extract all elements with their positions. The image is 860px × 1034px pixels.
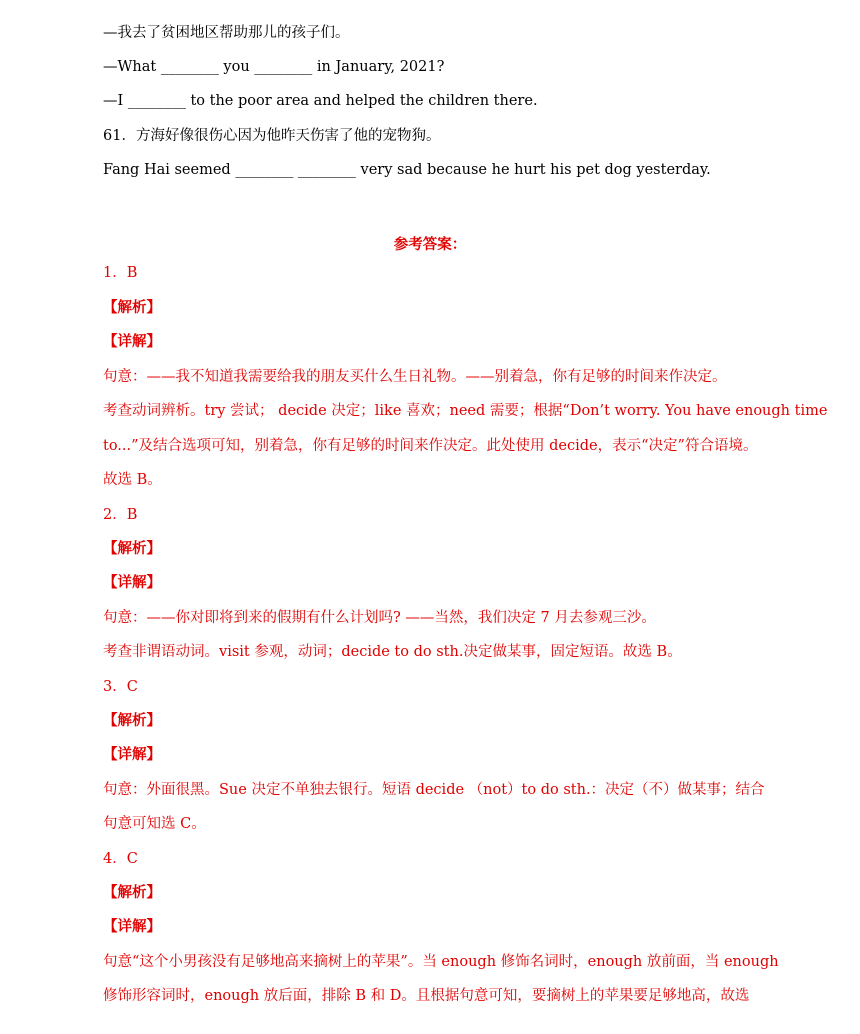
answer-1-analysis-label: 【解析】 [103,299,161,316]
answer-1-line: to...”及结合选项可知，别着急，你有足够的时间来作决定。此处使用 decide，表示“决定”符合语境。 [103,438,758,454]
answer-2-line: 考查非谓语动词。visit 参观，动词；decide to do sth.决定做某事，固定短语。故选 B。 [103,644,682,660]
question-60-en-line1: —What ________ you ________ in January, 2021? [103,59,445,75]
answer-1-line: 句意：——我不知道我需要给我的朋友买什么生日礼物。——别着急，你有足够的时间来作决定。 [103,369,727,385]
answer-3-detail-label: 【详解】 [103,746,161,763]
question-60-en-line2: —I ________ to the poor area and helped the children there. [103,93,538,109]
answer-2-analysis-label: 【解析】 [103,540,161,557]
answer-1-number: 1．B [103,265,138,281]
question-60-cn-reply: —我去了贫困地区帮助那儿的孩子们。 [103,25,350,41]
answer-3-analysis-label: 【解析】 [103,712,161,729]
answer-2-number: 2．B [103,507,138,523]
answer-2-detail-label: 【详解】 [103,574,161,591]
answer-4-analysis-label: 【解析】 [103,884,161,901]
answer-4-line: 修饰形容词时，enough 放后面，排除 B 和 D。且根据句意可知，要摘树上的苹果要足够地高，故选 [103,988,750,1004]
answer-3-line: 句意：外面很黑。Sue 决定不单独去银行。短语 decide （not）to do sth.：决定（不）做某事；结合 [103,782,765,798]
answer-3-line: 句意可知选 C。 [103,816,206,832]
question-61-cn: 61．方海好像很伤心因为他昨天伤害了他的宠物狗。 [103,128,441,144]
answer-4-detail-label: 【详解】 [103,918,161,935]
answer-1-detail-label: 【详解】 [103,333,161,350]
question-61-en: Fang Hai seemed ________ ________ very sad because he hurt his pet dog yesterday. [103,162,711,178]
answer-2-line: 句意：——你对即将到来的假期有什么计划吗? ——当然，我们决定 7 月去参观三沙。 [103,610,656,626]
answer-1-line: 考查动词辨析。try 尝试； decide 决定；like 喜欢；need 需要；根据“Don’t worry. You have enough time [103,403,828,419]
answer-1-line: 故选 B。 [103,472,162,488]
answer-4-line: 句意“这个小男孩没有足够地高来摘树上的苹果”。当 enough 修饰名词时，enough 放前面，当 enough [103,954,779,970]
answers-title: 参考答案： [393,236,467,253]
answer-4-number: 4．C [103,851,138,867]
answer-3-number: 3．C [103,679,138,695]
